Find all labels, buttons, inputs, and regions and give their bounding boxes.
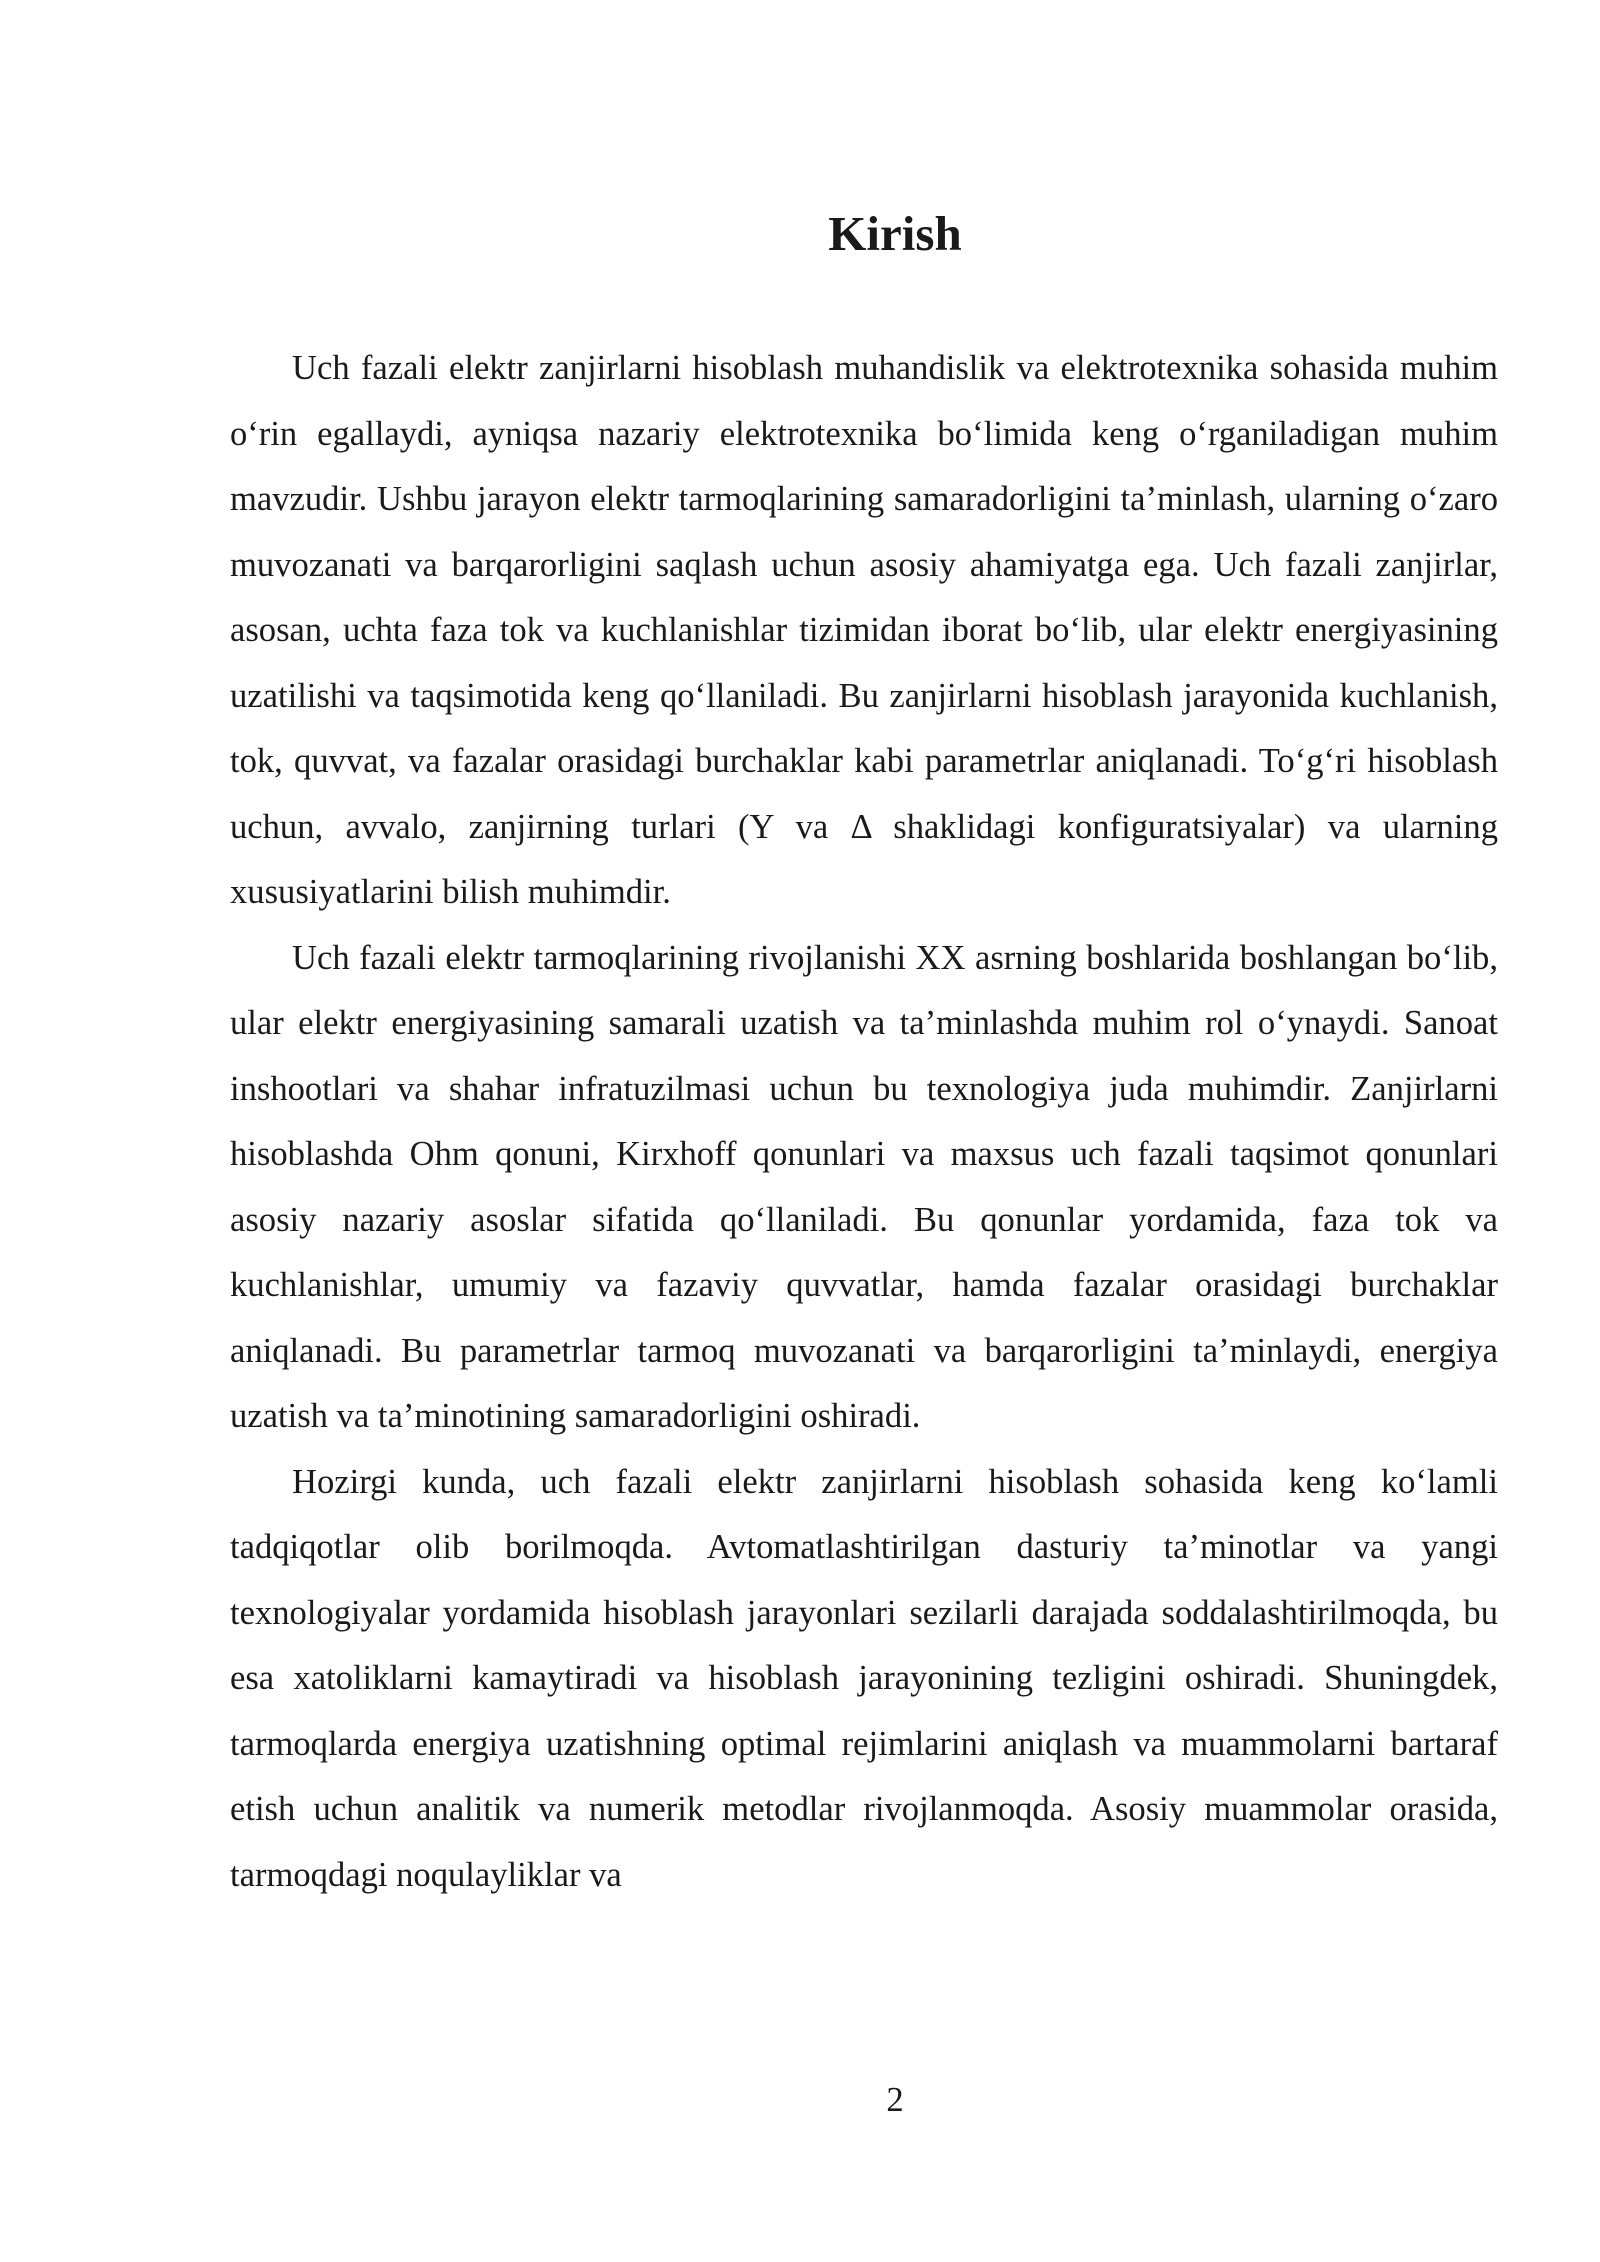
page-number: 2 — [886, 2081, 904, 2119]
paragraph-1: Uch fazali elektr zanjirlarni hisoblash muhandislik va elektrotexnika sohasida muhim o‘rin egallaydi, ayniqsa nazariy elektrotexnika bo‘limida keng o‘rganiladigan muhim mavzudir. Ushbu jarayon elektr tarmoqlarining samaradorligini ta’minlash, ularning o‘zaro muvozanati va barqarorligini saqlash uchun asosiy ahamiyatga ega. Uch fazali zanjirlar, asosan, uchta faza tok va kuchlanishlar tizimidan iborat bo‘lib, ular elektr energiyasining uzatilishi va taqsimotida keng qo‘llaniladi. Bu zanjirlarni hisoblash jarayonida kuchlanish, tok, quvvat, va fazalar orasidagi burchaklar kabi parametrlar aniqlanadi. To‘g‘ri hisoblash uchun, avvalo, zanjirning turlari (Y va Δ shaklidagi konfiguratsiyalar) va ularning xususiyatlarini bilish muhimdir. — [230, 349, 1498, 911]
page-title: Kirish — [828, 206, 962, 261]
paragraph-3: Hozirgi kunda, uch fazali elektr zanjirlarni hisoblash sohasida keng ko‘lamli tadqiqotlar olib borilmoqda. Avtomatlashtirilgan dasturiy ta’minotlar va yangi texnologiyalar yordamida hisoblash jarayonlari sezilarli darajada soddalashtirilmoqda, bu esa xatoliklarni kamaytiradi va hisoblash jarayonining tezligini oshiradi. Shuningdek, tarmoqlarda energiya uzatishning optimal rejimlarini aniqlash va muammolarni bartaraf etish uchun analitik va numerik metodlar rivojlanmoqda. Asosiy muammolar orasida, tarmoqdagi noqulayliklar va — [230, 1462, 1498, 1894]
body-text — [230, 336, 1498, 1908]
paragraph-2: Uch fazali elektr tarmoqlarining rivojlanishi XX asrning boshlarida boshlangan bo‘lib, ular elektr energiyasining samarali uzatish va ta’minlashda muhim rol o‘ynaydi. Sanoat inshootlari va shahar infratuzilmasi uchun bu texnologiya juda muhimdir. Zanjirlarni hisoblashda Ohm qonuni, Kirxhoff qonunlari va maxsus uch fazali taqsimot qonunlari asosiy nazariy asoslar sifatida qo‘llaniladi. Bu qonunlar yordamida, faza tok va kuchlanishlar, umumiy va fazaviy quvvatlar, hamda fazalar orasidagi burchaklar aniqlanadi. Bu parametrlar tarmoq muvozanati va barqarorligini ta’minlaydi, energiya uzatish va ta’minotining samaradorligini oshiradi. — [230, 938, 1498, 1435]
